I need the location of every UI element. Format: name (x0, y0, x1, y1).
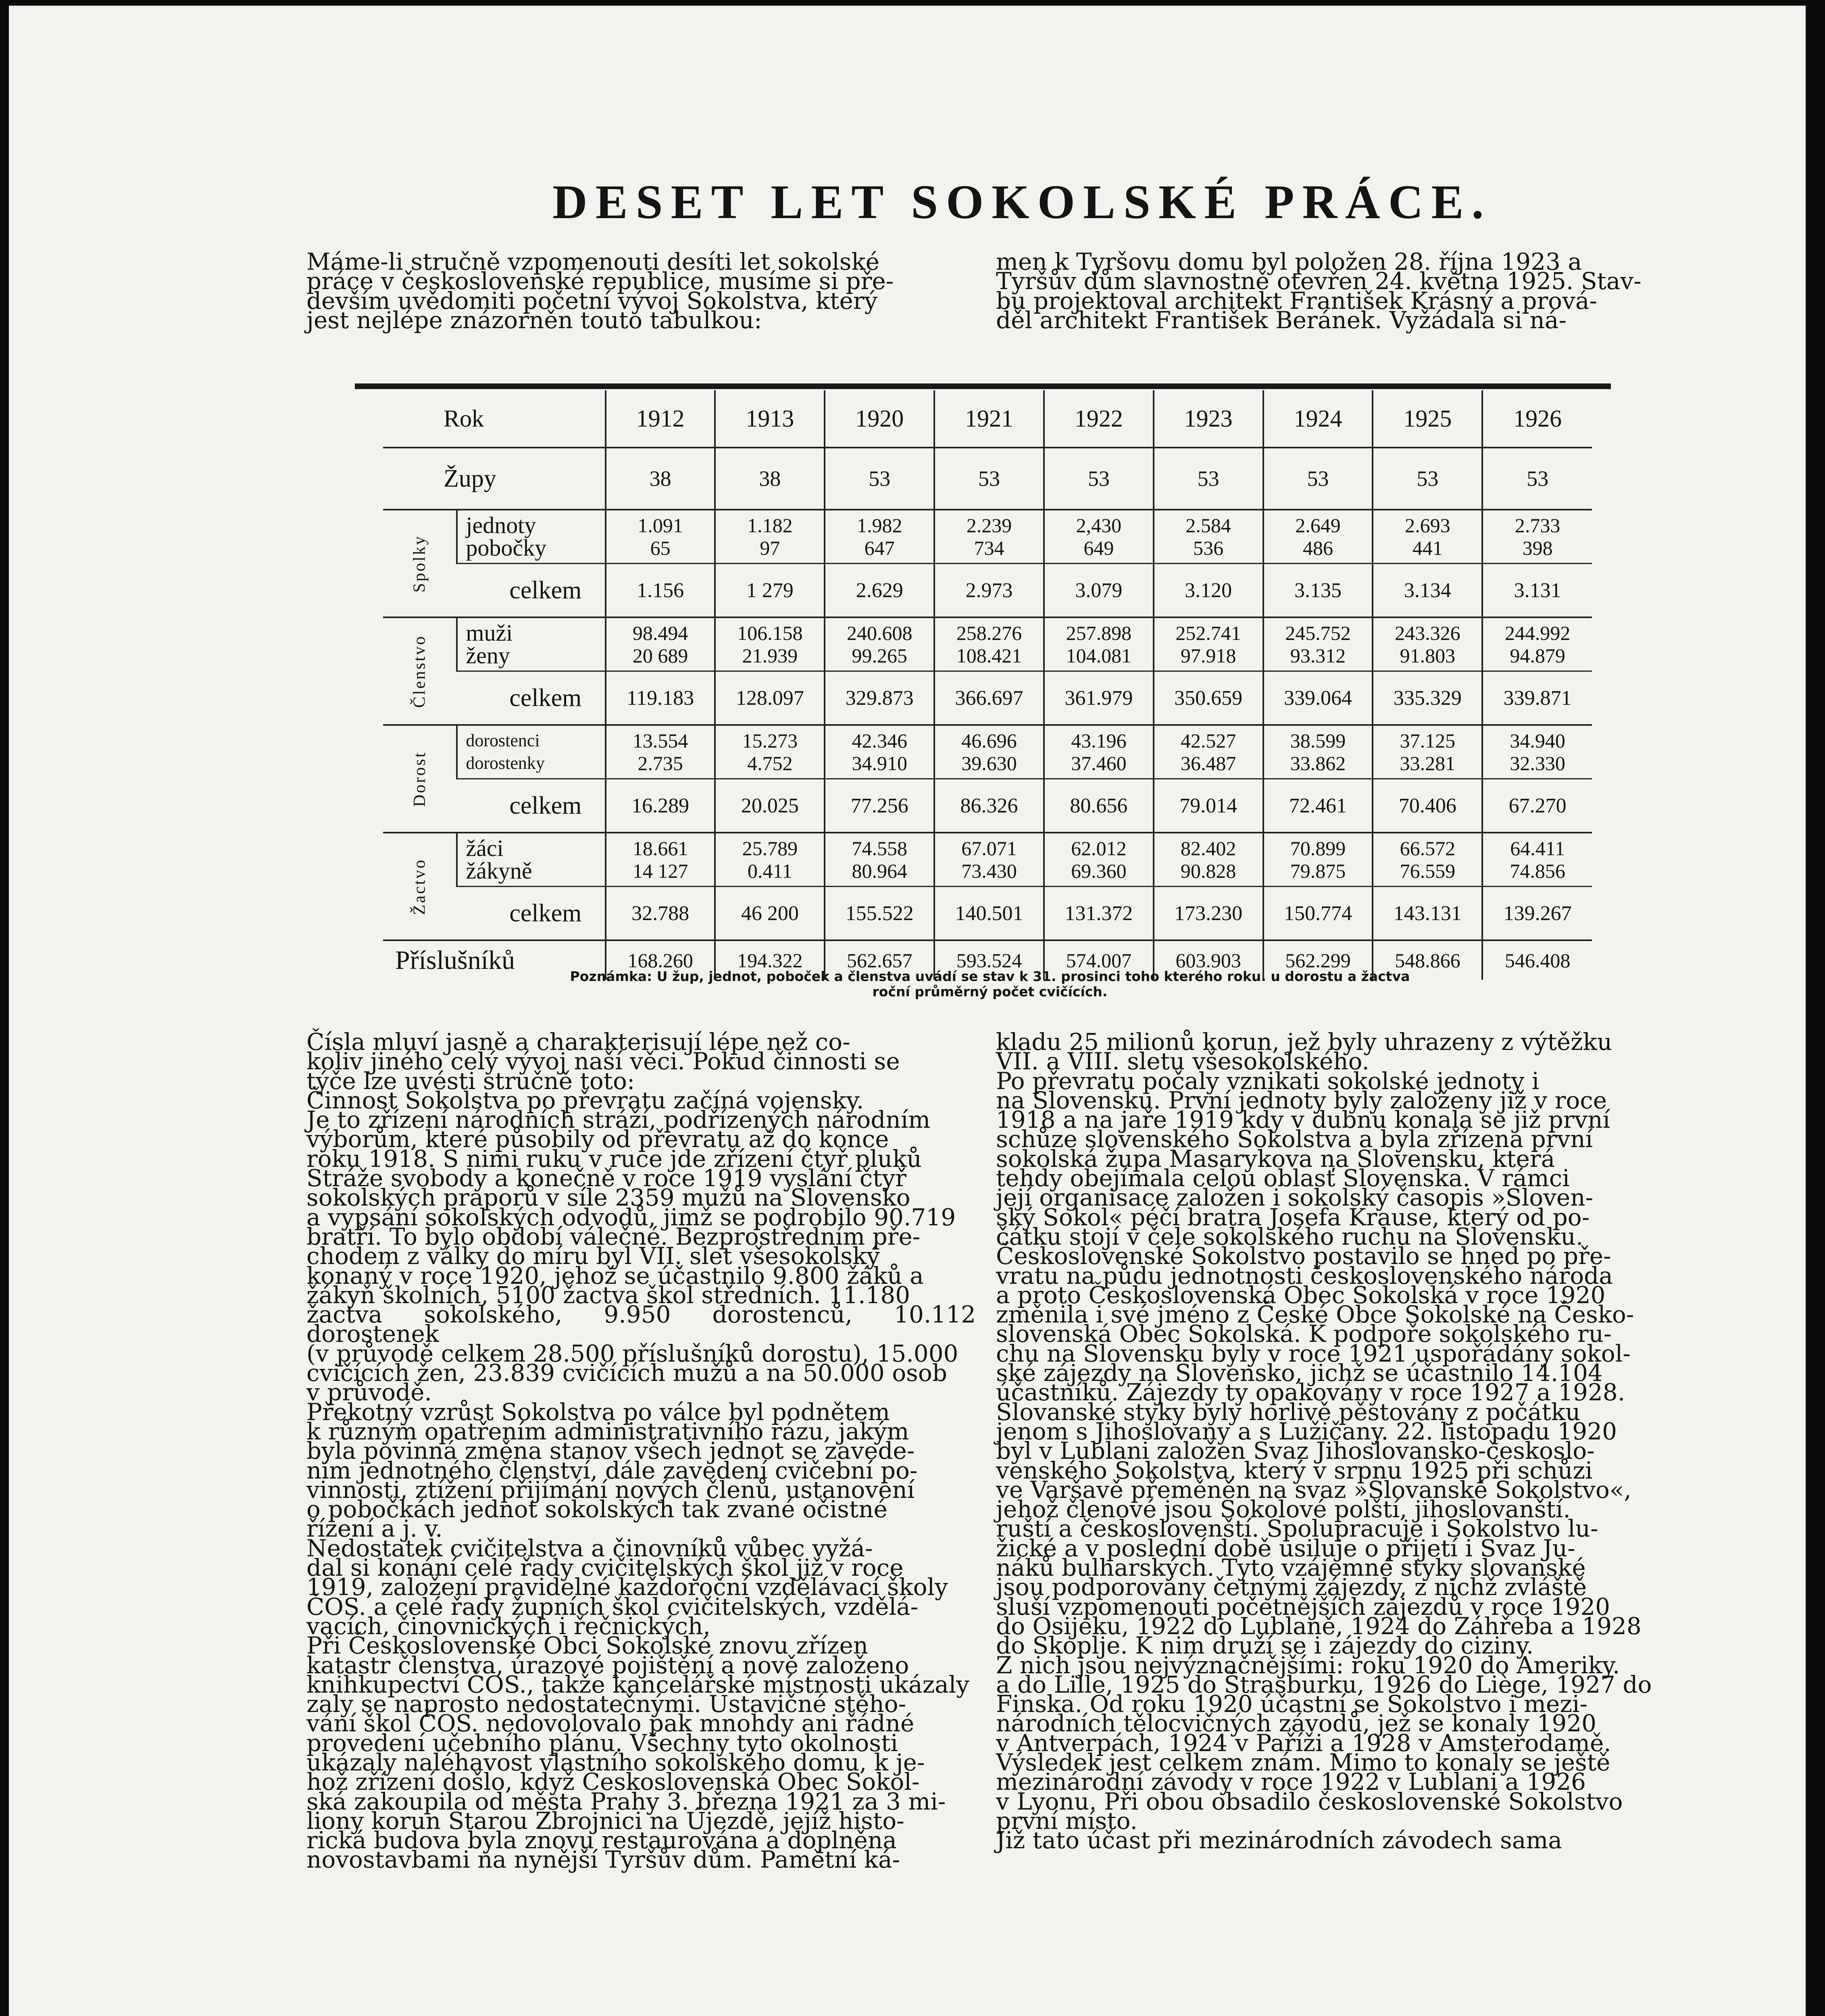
clenstvo-label-a: muži (466, 620, 513, 646)
spolky-sub-labels (457, 510, 605, 564)
prislusniku-cell: 562.657 (825, 940, 934, 980)
spolky-value-a: 1.982 (856, 514, 902, 537)
table-note (415, 969, 1565, 1000)
zactvo-celkem-cell: 155.522 (825, 887, 934, 941)
clenstvo-value-b: 93.312 (1290, 644, 1346, 667)
year-header: 1923 (1154, 390, 1263, 448)
prislusniku-cell: 574.007 (1044, 940, 1154, 980)
clenstvo-value-b: 21.939 (742, 644, 798, 667)
dorost-celkem-cell: 67.270 (1482, 779, 1592, 833)
dorost-pair-cell (1373, 725, 1482, 779)
dorost-side-text: Dorost (410, 751, 429, 807)
dorost-pair-cell (1154, 725, 1263, 779)
spolky-value-a: 2.693 (1405, 514, 1450, 537)
dorost-value-a: 38.599 (1290, 729, 1346, 752)
spolky-celkem-cell: 3.134 (1373, 564, 1482, 618)
dorost-pair-cell (715, 725, 825, 779)
spolky-value-a: 2,430 (1076, 514, 1122, 537)
zactvo-side-text: Žactvo (410, 858, 429, 915)
dorost-value-a: 37.125 (1400, 729, 1456, 752)
year-header: 1912 (606, 390, 715, 448)
spolky-celkem-cell: 1 279 (715, 564, 825, 618)
dorost-value-b: 32.330 (1510, 752, 1565, 775)
zactvo-celkem-cell: 143.131 (1373, 887, 1482, 941)
dorost-label-b: dorostenky (466, 753, 545, 773)
spolky-value-a: 1.182 (747, 514, 793, 537)
zactvo-value-a: 67.071 (961, 837, 1017, 860)
clenstvo-value-a: 240.608 (846, 622, 912, 644)
clenstvo-celkem-cell: 335.329 (1373, 671, 1482, 725)
intro-right-column (996, 248, 1690, 334)
dorost-celkem-cell: 70.406 (1373, 779, 1482, 833)
zactvo-value-a: 74.558 (852, 837, 907, 860)
clenstvo-pair-cell (1482, 617, 1592, 671)
body-left-column (306, 1028, 976, 1874)
spolky-value-a: 2.239 (966, 514, 1012, 537)
body-right-column (996, 1028, 1690, 1854)
clenstvo-value-b: 20 689 (632, 644, 688, 667)
dorost-value-b: 33.862 (1290, 752, 1346, 775)
spolky-pair-cell (1263, 510, 1373, 564)
zactvo-value-a: 66.572 (1400, 837, 1456, 860)
dorost-value-a: 42.527 (1180, 729, 1236, 752)
zactvo-value-a: 70.899 (1290, 837, 1346, 860)
dorost-pair-cell (934, 725, 1044, 779)
dorost-value-a: 42.346 (852, 729, 907, 752)
clenstvo-pair-cell (1154, 617, 1263, 671)
spolky-pair-cell (606, 510, 715, 564)
spolky-celkem-cell: 3.131 (1482, 564, 1592, 618)
clenstvo-value-a: 258.276 (956, 622, 1022, 644)
clenstvo-value-a: 106.158 (737, 622, 803, 644)
zactvo-celkem-cell: 140.501 (934, 887, 1044, 941)
spolky-pair-cell (1154, 510, 1263, 564)
zactvo-pair-cell (1154, 833, 1263, 887)
intro-left-text: Máme-li stručně vzpomenouti desíti let sokolské práce v československé republice, musíme si pře- devším uvědomiti početní vývoj Sokolstva, který jest nejlépe znázorněn touto tabulkou: (306, 248, 894, 334)
zactvo-value-b: 0.411 (748, 860, 792, 882)
spolky-value-b: 97 (760, 537, 780, 559)
zupy-label: Župy (383, 448, 606, 510)
clenstvo-value-b: 94.879 (1510, 644, 1565, 667)
zactvo-celkem-cell: 131.372 (1044, 887, 1154, 941)
zactvo-value-b: 79.875 (1290, 860, 1346, 882)
dorost-value-a: 34.940 (1510, 729, 1565, 752)
dorost-pair-cell (1263, 725, 1373, 779)
dorost-value-b: 37.460 (1071, 752, 1127, 775)
dorost-sub-labels (457, 725, 605, 779)
clenstvo-pair-cell (934, 617, 1044, 671)
zactvo-pair-cell (1044, 833, 1154, 887)
zupy-cell: 38 (715, 448, 825, 510)
spolky-celkem-cell: 3.135 (1263, 564, 1373, 618)
clenstvo-value-b: 99.265 (852, 644, 907, 667)
dorost-value-b: 4.752 (747, 752, 793, 775)
clenstvo-pair-cell (606, 617, 715, 671)
dorost-celkem-cell: 86.326 (934, 779, 1044, 833)
dorost-value-b: 34.910 (852, 752, 907, 775)
zactvo-pair-cell (825, 833, 934, 887)
spolky-celkem-cell: 2.973 (934, 564, 1044, 618)
dorost-value-a: 46.696 (961, 729, 1017, 752)
zupy-cell: 53 (1482, 448, 1592, 510)
zupy-cell: 53 (1373, 448, 1482, 510)
zupy-cell: 53 (1263, 448, 1373, 510)
clenstvo-pair-cell (825, 617, 934, 671)
prislusniku-label: Příslušníků (395, 946, 515, 975)
zactvo-value-a: 18.661 (632, 837, 688, 860)
spolky-value-b: 536 (1193, 537, 1224, 559)
clenstvo-celkem-cell: 339.064 (1263, 671, 1373, 725)
spolky-value-a: 1.091 (638, 514, 683, 537)
spolky-side-label (383, 510, 457, 617)
zactvo-pair-cell (1263, 833, 1373, 887)
clenstvo-value-a: 243.326 (1395, 622, 1460, 644)
dorost-value-b: 36.487 (1180, 752, 1236, 775)
clenstvo-celkem-cell: 119.183 (606, 671, 715, 725)
clenstvo-celkem-cell: 329.873 (825, 671, 934, 725)
clenstvo-celkem-cell: 128.097 (715, 671, 825, 725)
clenstvo-value-a: 98.494 (632, 622, 688, 644)
spolky-pair-cell (825, 510, 934, 564)
clenstvo-label-b: ženy (466, 642, 510, 669)
year-header: 1926 (1482, 390, 1592, 448)
dorost-celkem-cell: 20.025 (715, 779, 825, 833)
dorost-value-a: 43.196 (1071, 729, 1127, 752)
clenstvo-value-b: 91.803 (1400, 644, 1456, 667)
zupy-cell: 53 (934, 448, 1044, 510)
spolky-value-b: 441 (1412, 537, 1443, 559)
spolky-pair-cell (715, 510, 825, 564)
year-header: 1922 (1044, 390, 1154, 448)
spolky-celkem-cell: 2.629 (825, 564, 934, 618)
body-left-text: Čísla mluví jasně a charakterisují lépe než co- koliv jiného celý vývoj naší věci. Pokud činnosti se týče lze uvésti stručně toto: Činnost Sokolstva po převratu začíná vojensky. Je to zřízení národních stráží, podřízených národním výborům, které působily od převratu až do konce roku 1918. S nimi ruku v ruce jde zřízení čtyř pluků Stráže svobody a konečně v roce 1919 vyslání čtyř sokolských praporů v síle 2359 mužů na Slovensko a vypsání sokolských odvodů, jimž se podrobilo 90.719 bratří. To bylo období válečné. Bezprostředním pře- chodem z války do míru byl VII. slet všesokolský konaný v roce 1920, jehož se účastnilo 9.800 žáků a žákyň školních, 5100 žactva škol středních. 11.180 žactva sokolského, 9.950 dorostenců, 10.112 dorostenek (v průvodě celkem 28.500 příslušníků dorostu), 15.000 cvičících žen, 23.839 cvičících mužů a na 50.000 osob v průvodě. Překotný vzrůst Sokolstva po válce byl podnětem k různým opatřením administrativního rázu, jakým byla povinná změna stanov všech jednot se zavede- ním jednotného členství, dále zavedení cvičební po- vinnosti, ztížení přijímání nových členů, ustanovení o pobočkách jednot sokolských tak zvané očistné řízení a j. v. Nedostatek cvičitelstva a činovníků vůbec vyžá- dal si konání celé řady cvičitelských škol již v roce 1919, založení pravidelné každoroční vzdělávací školy ČOS. a celé řady župních škol cvičitelských, vzdělá- vacích, činovnických i řečnických. Při Československé Obci Sokolské znovu zřízen katastr členstva, úrazové pojištění a nově založeno knihkupectví ČOS., takže kancelářské místnosti ukázaly zaly se naprosto nedostatečnými. Ustavičné stěho- vání škol ČOS. nedovolovalo pak mnohdy ani řádné provedení učebního plánu. Všechny tyto okolnosti ukázaly naléhavost vlastního sokolského domu, k je- hož zřízení došlo, když Československá Obec Sokol- ská zakoupila od města Prahy 3. března 1921 za 3 mi- liony korun Starou Zbrojnici na Újezdě, jejíž histo- rická budova byla znovu restaurována a doplněna novostavbami na nynější Tyršův dům. Pamětní ká- (306, 1028, 976, 1874)
zactvo-value-b: 90.828 (1180, 860, 1236, 882)
prislusniku-cell: 603.903 (1154, 940, 1263, 980)
zactvo-celkem-cell: 150.774 (1263, 887, 1373, 941)
spolky-pair-cell (1482, 510, 1592, 564)
zactvo-pair-cell (934, 833, 1044, 887)
spolky-celkem-cell: 3.079 (1044, 564, 1154, 618)
dorost-value-a: 15.273 (742, 729, 798, 752)
zactvo-label-b: žákyně (466, 858, 532, 884)
spolky-value-b: 647 (864, 537, 895, 559)
zactvo-pair-cell (1482, 833, 1592, 887)
scan-border-top (0, 0, 1825, 6)
clenstvo-value-a: 244.992 (1504, 622, 1571, 644)
dorost-pair-cell (825, 725, 934, 779)
zupy-cell: 38 (606, 448, 715, 510)
zactvo-pair-cell (715, 833, 825, 887)
clenstvo-value-b: 104.081 (1066, 644, 1132, 667)
intro-left-column (306, 248, 976, 334)
zactvo-pair-cell (1373, 833, 1482, 887)
prislusniku-cell: 562.299 (1263, 940, 1373, 980)
dorost-celkem-cell: 72.461 (1263, 779, 1373, 833)
zactvo-celkem-cell: 46 200 (715, 887, 825, 941)
spolky-celkem-cell: 3.120 (1154, 564, 1263, 618)
clenstvo-value-a: 252.741 (1175, 622, 1241, 644)
spolky-value-b: 649 (1083, 537, 1114, 559)
spolky-pair-cell (1373, 510, 1482, 564)
zactvo-celkem-cell: 139.267 (1482, 887, 1592, 941)
statistics-table (383, 390, 1592, 980)
page-title: DESET LET SOKOLSKÉ PRÁCE. (552, 175, 1492, 229)
zactvo-sub-labels (457, 833, 605, 887)
spolky-pair-cell (934, 510, 1044, 564)
zactvo-pair-cell (606, 833, 715, 887)
zactvo-value-b: 80.964 (852, 860, 907, 882)
rok-header: Rok (383, 390, 606, 448)
dorost-celkem-cell: 80.656 (1044, 779, 1154, 833)
scan-border-right (1806, 0, 1825, 2016)
year-header: 1920 (825, 390, 934, 448)
zactvo-value-b: 74.856 (1510, 860, 1565, 882)
dorost-value-a: 13.554 (632, 729, 688, 752)
prislusniku-cell: 593.524 (934, 940, 1044, 980)
prislusniku-cell: 548.866 (1373, 940, 1482, 980)
clenstvo-value-b: 97.918 (1180, 644, 1236, 667)
spolky-value-b: 65 (650, 537, 671, 559)
dorost-label-a: dorostenci (466, 731, 540, 750)
clenstvo-celkem-cell: 361.979 (1044, 671, 1154, 725)
zactvo-value-a: 82.402 (1180, 837, 1236, 860)
dorost-value-b: 39.630 (961, 752, 1017, 775)
dorost-side-label (383, 725, 457, 833)
zactvo-celkem-cell: 32.788 (606, 887, 715, 941)
clenstvo-celkem-cell: 339.871 (1482, 671, 1592, 725)
prislusniku-cell: 168.260 (606, 940, 715, 980)
zactvo-value-b: 14 127 (632, 860, 688, 882)
spolky-label-a: jednoty (466, 512, 536, 538)
dorost-celkem-cell: 16.289 (606, 779, 715, 833)
spolky-value-b: 734 (974, 537, 1004, 559)
zactvo-side-label (383, 833, 457, 940)
clenstvo-sub-labels (457, 617, 605, 671)
spolky-side-text: Spolky (410, 534, 429, 593)
clenstvo-side-label (383, 617, 457, 725)
dorost-value-b: 33.281 (1400, 752, 1456, 775)
spolky-value-a: 2.649 (1295, 514, 1341, 537)
spolky-value-b: 486 (1303, 537, 1333, 559)
year-header: 1913 (715, 390, 825, 448)
dorost-pair-cell (1482, 725, 1592, 779)
zactvo-value-b: 76.559 (1400, 860, 1456, 882)
spolky-label-b: pobočky (466, 535, 547, 561)
dorost-pair-cell (1044, 725, 1154, 779)
spolky-value-b: 398 (1522, 537, 1553, 559)
zupy-cell: 53 (1044, 448, 1154, 510)
spolky-celkem-label: celkem (457, 564, 605, 618)
clenstvo-side-text: Členstvo (410, 634, 429, 708)
clenstvo-pair-cell (1373, 617, 1482, 671)
zactvo-value-b: 69.360 (1071, 860, 1127, 882)
zactvo-celkem-cell: 173.230 (1154, 887, 1263, 941)
spolky-celkem-cell: 1.156 (606, 564, 715, 618)
zactvo-value-a: 62.012 (1071, 837, 1127, 860)
clenstvo-value-b: 108.421 (956, 644, 1022, 667)
clenstvo-value-a: 245.752 (1285, 622, 1351, 644)
zactvo-label-a: žáci (466, 835, 504, 861)
zactvo-value-a: 25.789 (742, 837, 798, 860)
clenstvo-pair-cell (1044, 617, 1154, 671)
clenstvo-pair-cell (715, 617, 825, 671)
dorost-celkem-label: celkem (457, 779, 605, 833)
clenstvo-celkem-label: celkem (457, 671, 605, 725)
scan-border-left (0, 0, 9, 2016)
prislusniku-cell: 546.408 (1482, 940, 1592, 980)
zactvo-value-a: 64.411 (1510, 837, 1565, 860)
spolky-value-a: 2.733 (1515, 514, 1560, 537)
table-note-text: Poznámka: U žup, jednot, poboček a členstva uvádí se stav k 31. prosinci toho kterého roku. u dorostu a žactva roční průměrný počet cvičících. (570, 968, 1410, 1000)
dorost-celkem-cell: 77.256 (825, 779, 934, 833)
year-header: 1921 (934, 390, 1044, 448)
table-top-rule (355, 383, 1611, 389)
zactvo-celkem-label: celkem (457, 887, 605, 941)
dorost-pair-cell (606, 725, 715, 779)
clenstvo-celkem-cell: 366.697 (934, 671, 1044, 725)
zactvo-value-b: 73.430 (961, 860, 1017, 882)
year-header: 1924 (1263, 390, 1373, 448)
prislusniku-cell: 194.322 (715, 940, 825, 980)
clenstvo-value-a: 257.898 (1066, 622, 1132, 644)
spolky-pair-cell (1044, 510, 1154, 564)
clenstvo-celkem-cell: 350.659 (1154, 671, 1263, 725)
clenstvo-pair-cell (1263, 617, 1373, 671)
spolky-value-a: 2.584 (1185, 514, 1231, 537)
zupy-cell: 53 (825, 448, 934, 510)
body-right-text: kladu 25 milionů korun, jež byly uhrazeny z výtěžku VII. a VIII. sletu všesokolského. Po převratu počaly vznikati sokolské jednoty i na Slovensku. První jednoty byly založeny již v roce 1918 a na jaře 1919 kdy v dubnu konala se již první schůze slovenského Sokolstva a byla zřízena první sokolská župa Masarykova na Slovensku, která tehdy obejímala celou oblasť Slovenska. V rámci její organisace založen i sokolský časopis »Sloven- ský Sokol« péčí bratra Josefa Krause, který od po- čátku stojí v čele sokolského ruchu na Slovensku. Československé Sokolstvo postavilo se hned po pře- vratu na půdu jednotnosti československého národa a proto Československá Obec Sokolská v roce 1920 změnila i své jméno z České Obce Sokolské na Česko- slovenská Obec Sokolská. K podpoře sokolského ru- chu na Slovensku byly v roce 1921 uspořádány sokol- ské zájezdy na Slovensko, jichž se účastnilo 14.104 účastníků. Zájezdy ty opakovány v roce 1927 a 1928. Slovanské styky byly horlivě pěstovány z počátku jenom s Jihoslovany a s Lužičany. 22. listopadu 1920 byl v Lublani založen Svaz Jihoslovansko-českoslo- venského Sokolstva, který v srpnu 1925 při schůzi ve Varšavě přeměněn na svaz »Slovanské Sokolstvo«, jehož členové jsou Sokolové polští, jihoslovanští. ruští a českoslovenští. Spolupracuje i Sokolstvo lu- žické a v poslední době usiluje o přijetí i Svaz Ju- náků bulharských. Tyto vzájemné styky slovanské jsou podporovány četnými zájezdy, z nichž zvláště sluší vzpomenouti početnějších zájezdů v roce 1920 do Osijeku, 1922 do Lublaně, 1924 do Záhřeba a 1928 do Skoplje. K nim druží se i zájezdy do ciziny. Z nich jsou nejvýznačnějšími: roku 1920 do Ameriky. a do Lille, 1925 do Štrasburku, 1926 do Liège, 1927 do Finska. Od roku 1920 účastní se Sokolstvo i mezi- národních tělocvičných závodů, jež se konaly 1920 v Antverpách, 1924 v Paříži a 1928 v Amsterodamě. Výsledek jest celkem znám. Mimo to konaly se ještě mezinárodní závody v roce 1922 v Lublani a 1926 v Lyonu. Při obou obsadilo československé Sokolstvo první místo. Již tato účast při mezinárodních závodech sama (996, 1028, 1652, 1854)
dorost-celkem-cell: 79.014 (1154, 779, 1263, 833)
year-header: 1925 (1373, 390, 1482, 448)
intro-right-text: men k Tyršovu domu byl položen 28. října 1923 a Tyršův dům slavnostně otevřen 24. května 1925. Stav- bu projektoval architekt František Krásný a prová- děl architekt František Beránek. Vyžádala si ná- (996, 248, 1642, 334)
dorost-value-b: 2.735 (638, 752, 683, 775)
zupy-cell: 53 (1154, 448, 1263, 510)
